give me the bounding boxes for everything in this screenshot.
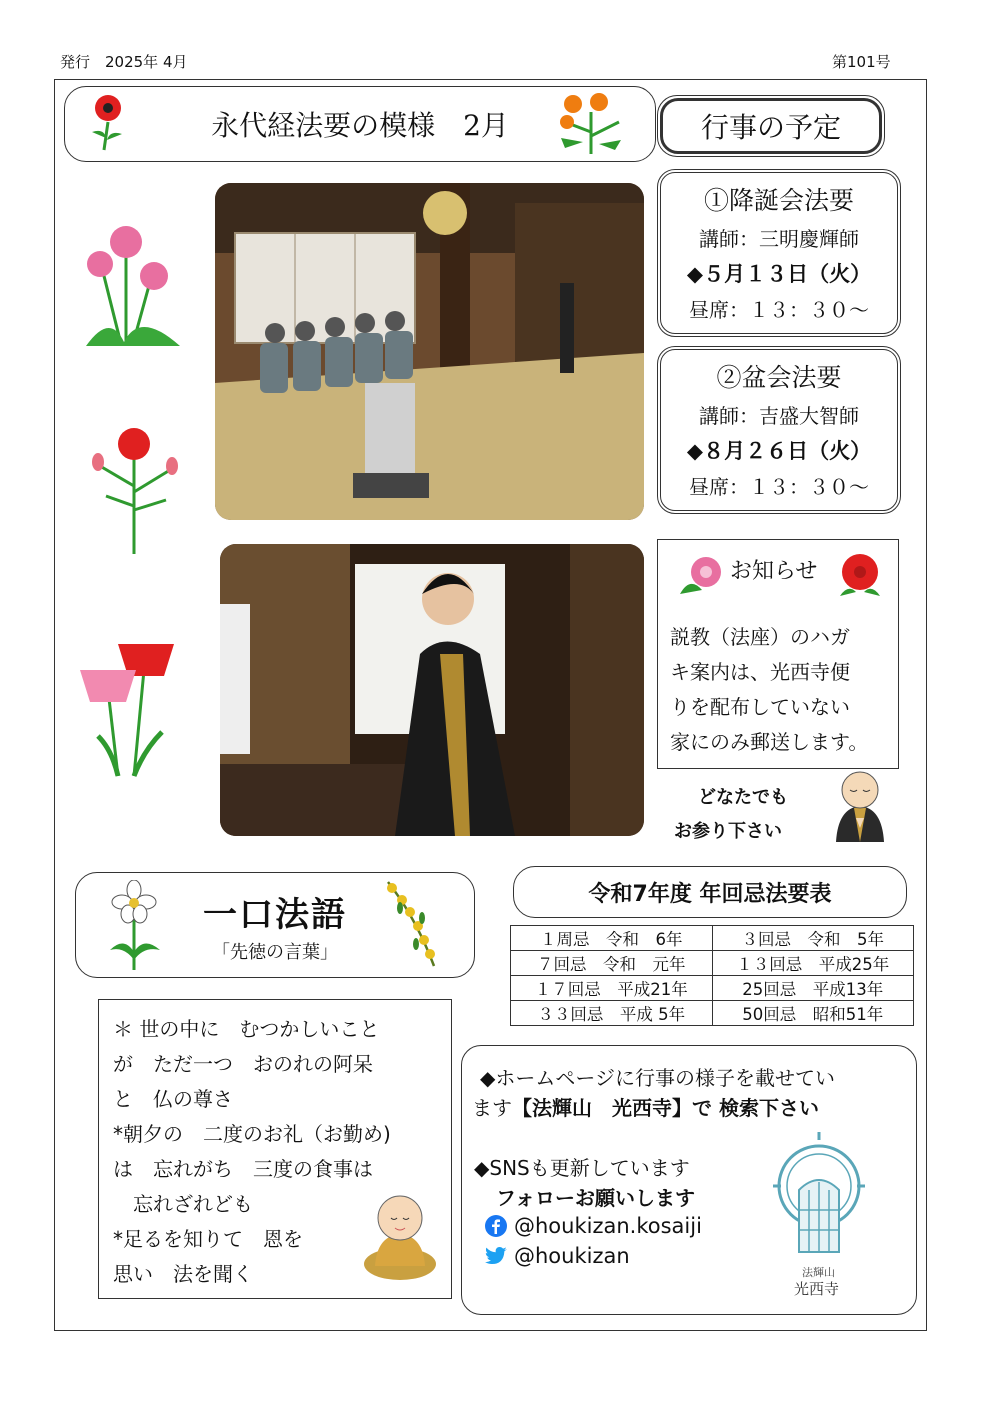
table-row: [511, 951, 914, 976]
table-cell: 50回忌 昭和51年: [712, 1001, 914, 1026]
pink-carnation-bunch-icon: [80, 222, 186, 350]
event-title: ①降誕会法要: [703, 186, 854, 215]
table-cell: ３回忌 令和 5年: [712, 926, 914, 951]
table-cell: １３回忌 平成25年: [712, 951, 914, 976]
table-row: [511, 976, 914, 1001]
facebook-link[interactable]: [484, 1214, 702, 1238]
event-lecturer: 講師：吉盛大智師: [699, 404, 859, 428]
search-instruction: 【法輝山 光西寺】で 検索下さい: [512, 1096, 819, 1120]
homepage-line-2-prefix: ます: [472, 1096, 512, 1120]
table-row: [511, 1001, 914, 1026]
quote-line: ＊ 世の中に むつかしいこと: [113, 1017, 380, 1041]
phrase-title: 一口法語: [203, 894, 347, 935]
table-cell: ３３回忌 平成 5年: [511, 1001, 713, 1026]
phrase-subtitle: 「先徳の言葉」: [212, 941, 338, 963]
main-title: 永代経法要の模様 2月: [211, 109, 509, 142]
issue-number: 第101号: [832, 53, 891, 71]
memorial-title: 令和7年度 年回忌法要表: [588, 881, 832, 907]
quote-line: *足るを知りて 恩を: [113, 1227, 303, 1251]
table-cell: 25回忌 平成13年: [712, 976, 914, 1001]
event-date: ◆５月１３日（火）: [686, 262, 872, 286]
twitter-link[interactable]: [484, 1244, 630, 1268]
chrysanthemum-icon: [678, 554, 726, 598]
notice-line: りを配布していない: [670, 695, 850, 719]
speaker-photo: [220, 544, 644, 836]
event-lecturer: 講師：三明慶輝師: [699, 227, 859, 251]
marigold-flower-icon: [553, 92, 629, 156]
table-cell: １７回忌 平成21年: [511, 976, 713, 1001]
notice-line: 説教（法座）のハガ: [670, 625, 850, 649]
issue-date: 発行 2025年 4月: [60, 53, 188, 71]
quote-line: *朝夕の 二度のお礼（お勤め): [113, 1122, 391, 1146]
facebook-handle: @houkizan.kosaiji: [514, 1214, 702, 1238]
memorial-title-box: [513, 866, 907, 918]
logo-text-1: 法輝山: [802, 1266, 835, 1279]
twitter-handle: @houkizan: [514, 1244, 630, 1268]
notice-line: 家にのみ郵送します。: [670, 730, 869, 754]
event-title: ②盆会法要: [716, 363, 842, 392]
quote-line: は 忘れがち 三度の食事は: [113, 1157, 373, 1181]
event-card-1: [657, 169, 901, 337]
carnation-pair-icon: [78, 640, 178, 780]
quote-line: 思い 法を聞く: [113, 1262, 253, 1286]
hall-ceremony-photo: [215, 183, 644, 520]
white-flower-icon: [104, 880, 164, 972]
notice-title: お知らせ: [730, 559, 818, 584]
praying-monk-icon: [830, 768, 890, 842]
memorial-table: [510, 925, 914, 1026]
red-carnation-icon: [86, 426, 182, 556]
invitation-line-2: お参り下さい: [674, 821, 782, 842]
quote-box: [98, 999, 452, 1299]
twitter-icon: [484, 1245, 508, 1267]
homepage-line-1: ◆ホームページに行事の様子を載せてい: [480, 1066, 835, 1090]
red-flower-icon: [834, 550, 886, 598]
quote-line: と 仏の尊さ: [113, 1087, 233, 1111]
sns-line: ◆SNSも更新しています: [474, 1156, 690, 1180]
forsythia-icon: [380, 878, 442, 968]
table-row: [511, 926, 914, 951]
homepage-sns-box: [461, 1045, 917, 1315]
event-time: 昼席：１３：３０～: [689, 475, 869, 499]
event-date: ◆８月２６日（火）: [686, 439, 872, 463]
anemone-flower-icon: [82, 92, 134, 152]
schedule-title: 行事の予定: [700, 111, 841, 144]
buddha-child-icon: [361, 1192, 439, 1280]
logo-text-2: 光西寺: [794, 1280, 840, 1298]
table-cell: １周忌 令和 6年: [511, 926, 713, 951]
table-cell: ７回忌 令和 元年: [511, 951, 713, 976]
facebook-icon: [484, 1214, 508, 1238]
quote-line: が ただ一つ おのれの阿呆: [113, 1052, 373, 1076]
invitation-line-1: どなたでも: [698, 787, 788, 808]
quote-line: 忘れざれども: [113, 1192, 253, 1216]
event-card-2: [657, 346, 901, 514]
follow-text: フォローお願いします: [496, 1186, 695, 1210]
notice-box: [657, 539, 899, 769]
notice-line: キ案内は、光西寺便: [670, 660, 850, 684]
schedule-title-box: [660, 98, 882, 154]
event-time: 昼席：１３：３０～: [689, 298, 869, 322]
